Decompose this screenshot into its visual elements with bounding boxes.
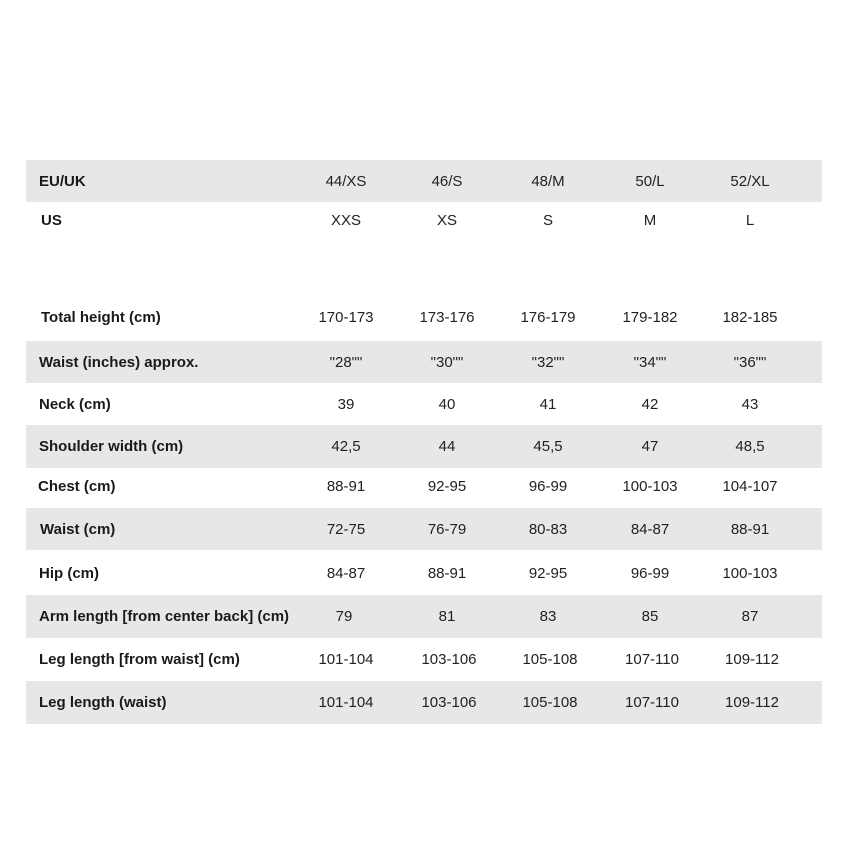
table-cell: 100-103 [722, 564, 778, 582]
table-row-leg-length-waist [26, 681, 822, 724]
table-cell: 84-87 [630, 520, 670, 538]
table-cell: 179-182 [622, 308, 678, 326]
table-row-neck [26, 383, 822, 425]
row-label: EU/UK [39, 172, 86, 190]
table-cell: 88-91 [326, 477, 366, 495]
table-row-total-height [26, 296, 822, 338]
table-row-waist-inches [26, 341, 822, 383]
table-cell: "30"" [430, 353, 464, 371]
table-cell: 103-106 [421, 694, 477, 711]
table-cell: 45,5 [533, 438, 563, 455]
table-row-waist-cm [26, 508, 822, 550]
table-cell: 105-108 [522, 650, 578, 668]
table-cell: "34"" [633, 353, 667, 371]
row-label: Leg length (waist) [39, 694, 167, 711]
table-row-leg-length-from-waist [26, 638, 822, 680]
table-cell: 92-95 [528, 564, 568, 582]
table-cell: 109-112 [725, 694, 779, 711]
table-row-arm-length [26, 595, 822, 638]
table-cell: 43 [741, 395, 759, 413]
row-label: Neck (cm) [39, 395, 111, 413]
table-cell: 109-112 [725, 650, 779, 668]
row-label: Hip (cm) [39, 564, 99, 582]
table-cell: 41 [539, 395, 557, 413]
row-label: Chest (cm) [38, 477, 116, 495]
table-cell: 46/S [431, 172, 463, 190]
table-cell: XS [436, 211, 457, 229]
table-cell: 42 [641, 395, 659, 413]
table-cell: 39 [337, 395, 355, 413]
table-cell: 44/XS [325, 172, 367, 190]
table-cell: 80-83 [528, 520, 568, 538]
table-cell: 79 [335, 608, 353, 625]
table-row-hip [26, 551, 822, 595]
table-cell: 76-79 [427, 520, 467, 538]
table-cell: 105-108 [522, 694, 578, 711]
table-cell: M [643, 211, 657, 229]
table-cell: 88-91 [730, 520, 770, 538]
table-cell: 44 [438, 438, 456, 455]
table-row-eu-uk [26, 160, 822, 202]
table-cell: "32"" [531, 353, 565, 371]
row-label: Waist (cm) [40, 520, 116, 538]
row-label: Arm length [from center back] (cm) [39, 608, 290, 625]
row-label: Leg length [from waist] (cm) [39, 650, 240, 668]
table-cell: 81 [438, 608, 456, 625]
table-cell: 96-99 [630, 564, 670, 582]
table-cell: 107-110 [625, 650, 679, 668]
row-label: Total height (cm) [41, 308, 161, 326]
row-label: Shoulder width (cm) [39, 438, 184, 455]
table-cell: 170-173 [318, 308, 374, 326]
table-cell: 42,5 [331, 438, 361, 455]
table-cell: 101-104 [318, 650, 374, 668]
table-cell: 96-99 [528, 477, 568, 495]
table-cell: "36"" [733, 353, 767, 371]
table-cell: 176-179 [520, 308, 576, 326]
table-cell: L [745, 211, 755, 229]
table-cell: "28"" [329, 353, 363, 371]
table-cell: 101-104 [318, 694, 374, 711]
table-cell: 84-87 [326, 564, 366, 582]
table-cell: 92-95 [427, 477, 467, 495]
table-cell: 107-110 [625, 694, 679, 711]
table-cell: 104-107 [722, 477, 778, 495]
table-cell: 48/M [531, 172, 565, 190]
table-cell: 87 [741, 608, 759, 625]
table-cell: 88-91 [427, 564, 467, 582]
table-cell: 50/L [635, 172, 665, 190]
table-cell: XXS [330, 211, 361, 229]
table-cell: 83 [539, 608, 557, 625]
table-cell: 52/XL [730, 172, 770, 190]
row-label: Waist (inches) approx. [39, 353, 199, 371]
table-cell: 173-176 [419, 308, 475, 326]
table-row-us [26, 200, 822, 240]
table-cell: 182-185 [722, 308, 778, 326]
table-cell: 48,5 [735, 438, 765, 455]
table-row-shoulder-width [26, 425, 822, 468]
table-cell: 47 [641, 438, 659, 455]
table-cell: 40 [438, 395, 456, 413]
table-cell: 100-103 [622, 477, 678, 495]
table-cell: 72-75 [326, 520, 366, 538]
table-cell: 85 [641, 608, 659, 625]
table-row-chest [26, 466, 822, 506]
row-label: US [41, 211, 62, 229]
table-cell: S [542, 211, 553, 229]
table-cell: 103-106 [421, 650, 477, 668]
